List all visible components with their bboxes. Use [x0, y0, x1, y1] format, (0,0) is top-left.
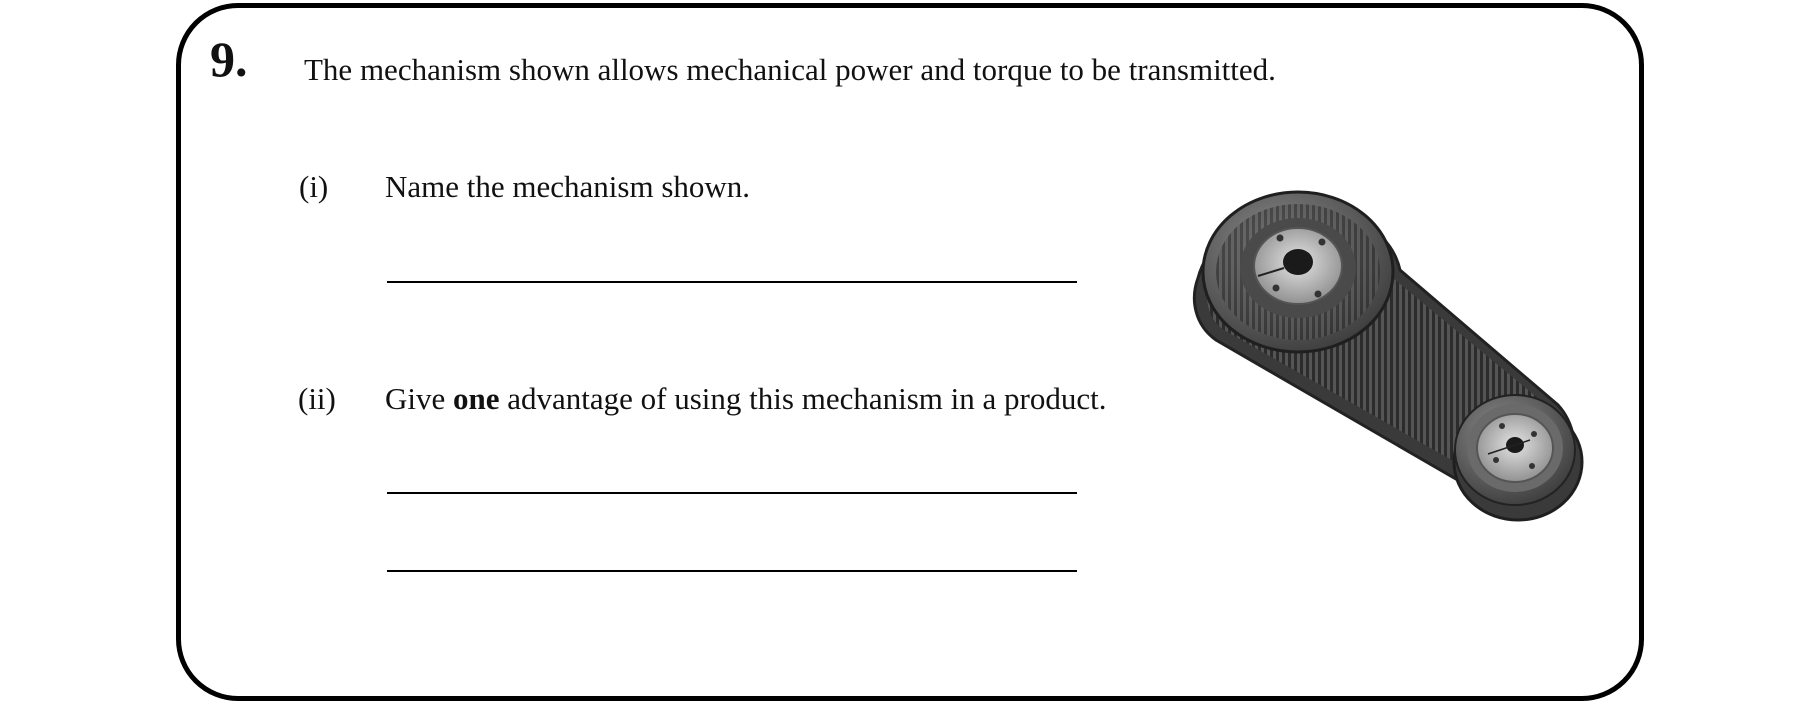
answer-line-part-i[interactable] [387, 281, 1077, 283]
belt-drive-image [1180, 190, 1600, 530]
question-number: 9. [210, 31, 248, 87]
part-ii-text-before: Give [385, 381, 454, 416]
part-ii-label: (ii) [298, 381, 336, 416]
answer-line-part-ii-2[interactable] [387, 570, 1077, 572]
part-ii-emphasis: one [453, 381, 500, 416]
part-i-text: Name the mechanism shown. [385, 169, 751, 204]
part-i-label: (i) [299, 169, 329, 204]
question-stem: The mechanism shown allows mechanical power and torque to be transmitted. [304, 52, 1276, 87]
large-toothed-pulley [1203, 192, 1393, 352]
answer-line-part-ii-1[interactable] [387, 492, 1077, 494]
part-ii-text-after: advantage of using this mechanism in a product. [499, 381, 1107, 416]
part-ii-text [385, 380, 1106, 417]
